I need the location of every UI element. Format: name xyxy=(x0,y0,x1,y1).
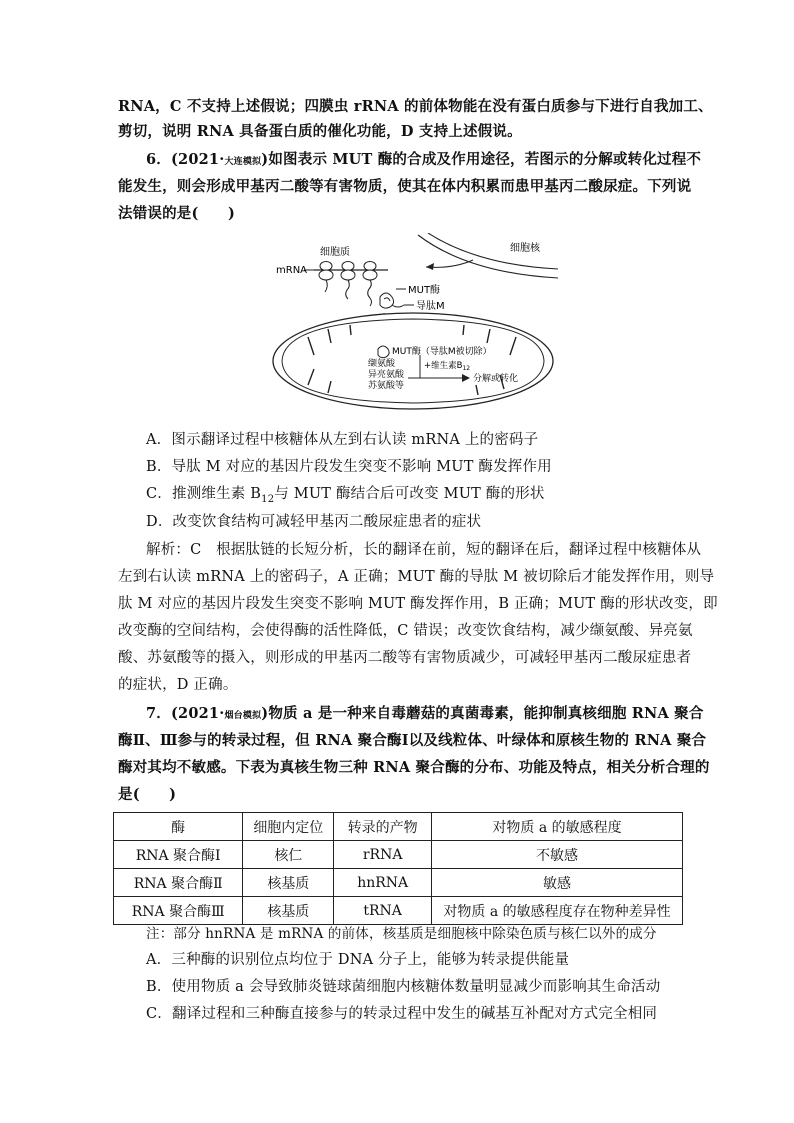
mitochondrion-outer xyxy=(273,313,553,409)
option-a: A．三种酶的识别位点均位于 DNA 分子上，能够为转录提供能量 xyxy=(146,952,570,968)
table-cell: RNA 聚合酶Ⅰ xyxy=(114,841,243,869)
question-6-stem xyxy=(146,149,716,173)
option-c: C．推测维生素 $B_{12}$与 MUT 酶结合后可改变 MUT 酶的形状 xyxy=(146,486,545,505)
table-header: 对物质 a 的敏感程度 xyxy=(432,813,683,841)
option-a: A．图示翻译过程中核糖体从左到右认读 mRNA 上的密码子 xyxy=(146,432,539,448)
text-line: 酶Ⅱ、Ⅲ参与的转录过程，但 RNA 聚合酶Ⅰ以及线粒体、叶绿体和原核生物的 RNA 聚合 xyxy=(118,732,707,749)
vitamin-label: +维生素$B_{12}$ xyxy=(424,361,471,372)
amino-acid-label: 缬氨酸 xyxy=(368,359,396,369)
text-line: 剪切，说明 RNA 具备蛋白质的催化功能，D 支持上述假说。 xyxy=(118,123,522,140)
option-b: B．导肽 M 对应的基因片段发生突变不影响 MUT 酶发挥作用 xyxy=(146,459,552,475)
option-c: C．翻译过程和三种酶直接参与的转录过程中发生的碱基互补配对方式完全相同 xyxy=(146,1006,658,1022)
text-line: 能发生，则会形成甲基丙二酸等有害物质，使其在体内积累而患甲基丙二酸尿症。下列说 xyxy=(118,178,692,195)
table-cell: 对物质 a 的敏感程度存在物种差异性 xyxy=(432,897,683,925)
analysis-text: 酸、苏氨酸等的摄入，则形成的甲基丙二酸等有害物质减少，可减轻甲基丙二酸尿症患者 xyxy=(118,650,692,666)
text-line: 酶对其均不敏感。下表为真核生物三种 RNA 聚合酶的分布、功能及特点，相关分析合理的 xyxy=(118,759,710,776)
table-header: 转录的产物 xyxy=(334,813,432,841)
text-line: 是( ) xyxy=(118,786,177,803)
text-line: 法错误的是( ) xyxy=(118,205,236,222)
mrna-label: mRNA xyxy=(276,265,308,276)
table-cell: 敏感 xyxy=(432,869,683,897)
text-line: RNA，C 不支持上述假说；四膜虫 rRNA 的前体物能在没有蛋白质参与下进行自我加工、 xyxy=(118,98,713,115)
ribosome xyxy=(319,262,333,293)
source-tag: 大连模拟 xyxy=(224,157,262,167)
table-header: 酶 xyxy=(114,813,243,841)
table-cell: 不敏感 xyxy=(432,841,683,869)
nuclear-envelope-outer xyxy=(418,235,558,278)
table-row xyxy=(114,841,683,869)
export-arrowhead xyxy=(426,263,434,270)
table-cell: RNA 聚合酶Ⅱ xyxy=(114,869,243,897)
analysis-text: 解析：C 根据肽链的长短分析，长的翻译在前，短的翻译在后，翻译过程中核糖体从 xyxy=(146,542,702,558)
analysis-text: 的症状，D 正确。 xyxy=(118,677,238,693)
option-b: B．使用物质 a 会导致肺炎链球菌细胞内核糖体数量明显减少而影响其生命活动 xyxy=(146,979,661,995)
cytoplasm-label: 细胞质 xyxy=(320,247,350,258)
analysis-text: 改变酶的空间结构，会使得酶的活性降低，C 错误；改变饮食结构，减少缬氨酸、异亮氨 xyxy=(118,623,693,639)
source-tag: 烟台模拟 xyxy=(224,711,262,721)
mut-enzyme-mature-icon xyxy=(378,346,389,358)
stem-text: )如图表示 MUT 酶的合成及作用途径，若图示的分解或转化过程不 xyxy=(261,151,702,168)
question-number: 6．(2021· xyxy=(146,151,225,168)
table-row xyxy=(114,869,683,897)
stem-text: )物质 a 是一种来自毒蘑菇的真菌毒素，能抑制真核细胞 RNA 聚合 xyxy=(261,705,704,722)
rna-polymerase-table xyxy=(113,812,683,925)
product-label: 分解或转化 xyxy=(473,374,519,384)
mut-cut-label: MUT酶（导肽M被切除） xyxy=(392,347,492,357)
leader-peptide-label: 导肽M xyxy=(416,301,445,312)
analysis-text: 肽 M 对应的基因片段发生突变不影响 MUT 酶发挥作用，B 正确；MUT 酶的形状改变，即 xyxy=(118,596,718,612)
figure-svg xyxy=(268,233,558,413)
table-cell: rRNA xyxy=(334,841,432,869)
table-cell: 核基质 xyxy=(243,869,334,897)
table-note: 注：部分 hnRNA 是 mRNA 的前体，核基质是细胞核中除染色质与核仁以外的成分 xyxy=(146,926,657,942)
question-number: 7．(2021· xyxy=(146,705,225,722)
table-cell: RNA 聚合酶Ⅲ xyxy=(114,897,243,925)
table-header: 细胞内定位 xyxy=(243,813,334,841)
nucleus-label: 细胞核 xyxy=(510,243,540,254)
table-cell: 核基质 xyxy=(243,897,334,925)
table-header-row xyxy=(114,813,683,841)
amino-acid-label: 苏氨酸等 xyxy=(368,381,405,391)
option-d: D．改变饮食结构可减轻甲基丙二酸尿症患者的症状 xyxy=(146,514,482,530)
ribosome xyxy=(341,262,355,300)
table-cell: tRNA xyxy=(334,897,432,925)
mut-pathway-figure xyxy=(268,233,558,413)
ribosome xyxy=(363,262,377,307)
analysis-text: 左到右认读 mRNA 上的密码子，A 正确；MUT 酶的导肽 M 被切除后才能发挥作用，则导 xyxy=(118,569,715,585)
amino-acid-label: 异亮氨酸 xyxy=(368,370,405,380)
table-row xyxy=(114,897,683,925)
question-7-stem xyxy=(146,703,716,727)
table-cell: 核仁 xyxy=(243,841,334,869)
mut-enzyme-label: MUT酶 xyxy=(408,285,441,296)
mut-enzyme-icon xyxy=(380,293,404,308)
table-cell: hnRNA xyxy=(334,869,432,897)
